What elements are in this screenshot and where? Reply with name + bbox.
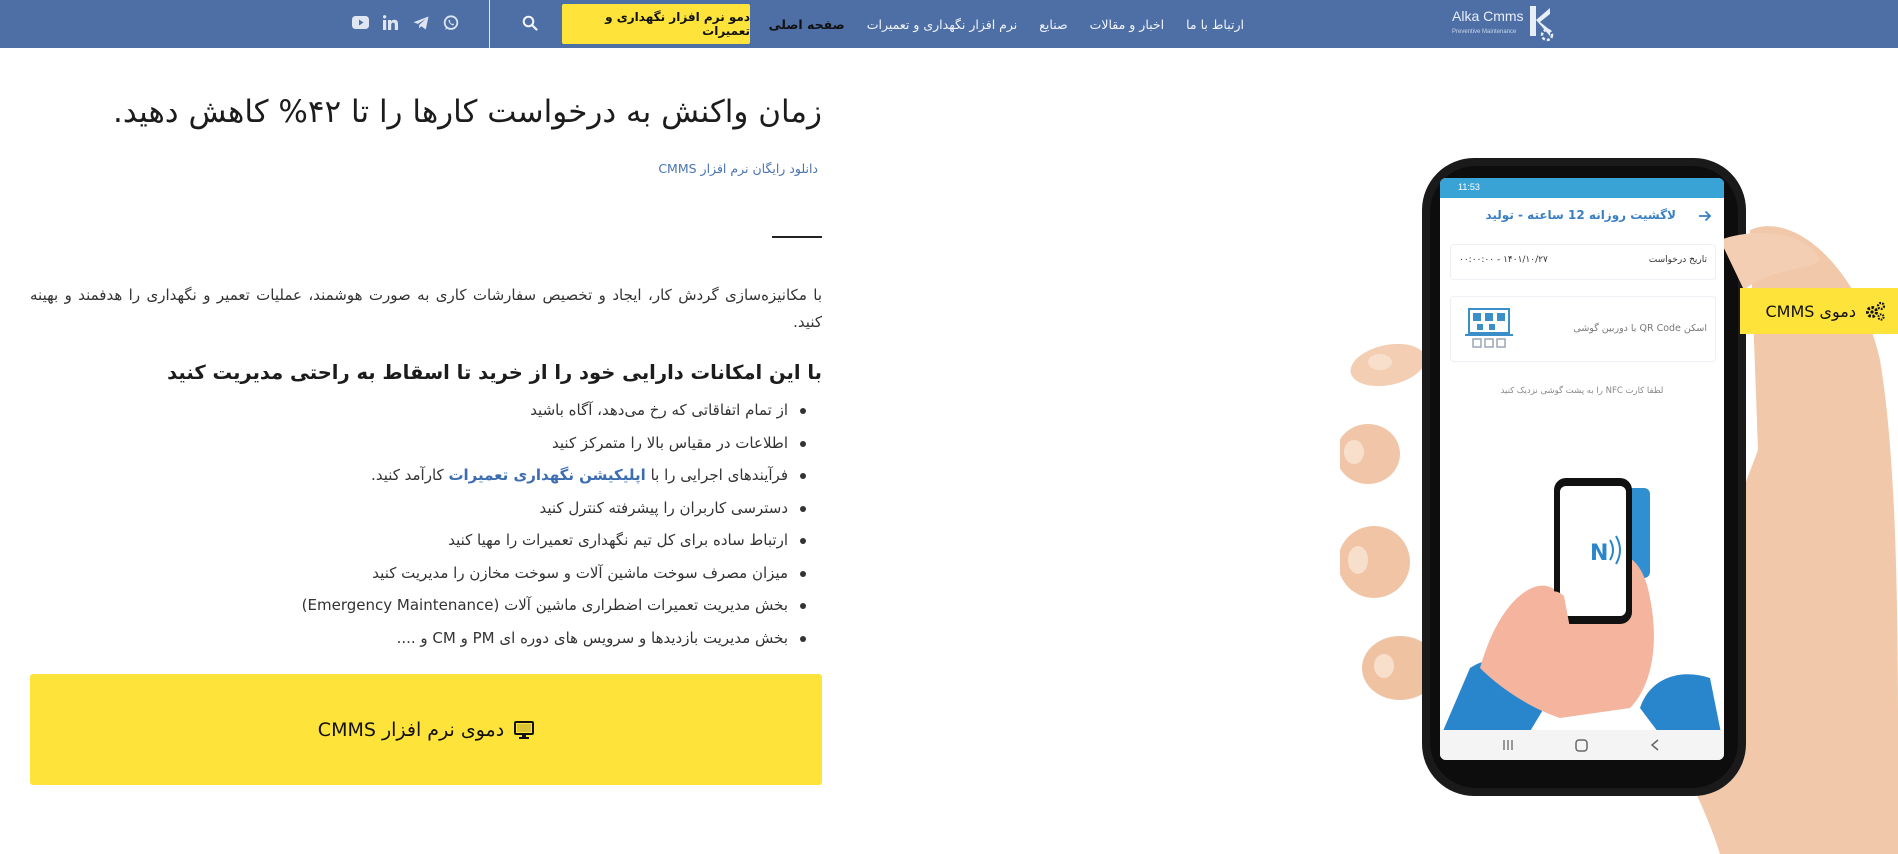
list-item: بخش مدیریت تعمیرات اضطراری ماشین آلات (Emergency Maintenance) <box>48 592 808 625</box>
list-item: ارتباط ساده برای کل تیم نگهداری تعمیرات را مهیا کنید <box>48 527 808 560</box>
social-links <box>352 14 459 31</box>
list-item-pre: فرآیندهای اجرایی را با <box>645 466 788 484</box>
features-title: با این امکانات دارایی خود را از خرید تا اسقاط به راحتی مدیریت کنید <box>167 361 822 384</box>
nav-item-news[interactable]: اخبار و مقالات <box>1089 16 1165 32</box>
qr-code-icon <box>1465 307 1513 351</box>
qr-scan-label: اسکن QR Code با دوربین گوشی <box>1573 323 1707 334</box>
telegram-icon[interactable] <box>412 14 429 31</box>
date-label: تاریخ درخواست <box>1648 255 1707 265</box>
list-item: از تمام اتفاقاتی که رخ می‌دهد، آگاه باشید <box>48 397 808 430</box>
nav-item-software[interactable]: نرم افزار نگهداری و تعمیرات <box>866 16 1018 32</box>
nav-item-industries[interactable]: صنایع <box>1039 16 1068 32</box>
site-logo[interactable] <box>1452 4 1556 44</box>
nav-item-contact[interactable]: ارتباط با ما <box>1186 16 1244 32</box>
phone-nav-buttons <box>1440 730 1724 760</box>
list-item <box>48 462 808 495</box>
search-icon[interactable] <box>522 15 538 31</box>
side-demo-label: دموی CMMS <box>1765 301 1856 321</box>
date-value: ۱۴۰۱/۱۰/۲۷ - ۰۰:۰۰:۰۰ <box>1459 255 1548 265</box>
whatsapp-icon[interactable] <box>442 14 459 31</box>
cta-label: دموی نرم افزار CMMS <box>317 718 505 741</box>
main-nav <box>769 0 1244 48</box>
nfc-hint: لطفا کارت NFC را به پشت گوشی نزدیک کنید <box>1500 386 1664 396</box>
list-item: دسترسی کاربران را پیشرفته کنترل کنید <box>48 495 808 528</box>
title-divider <box>772 236 822 238</box>
hero-title: زمان واکنش به درخواست کارها را تا ۴۲% کاهش دهید. <box>112 94 822 130</box>
list-item-post: کارآمد کنید. <box>371 466 449 484</box>
list-item: میزان مصرف سوخت ماشین آلات و سوخت مخازن را مدیریت کنید <box>48 560 808 593</box>
logo-subtitle: Preventive Maintenance <box>1452 29 1517 35</box>
intro-paragraph: با مکانیزه‌سازی گردش کار، ایجاد و تخصیص سفارشات کاری به صورت هوشمند، عملیات تعمیر و نگهداری را هدفمند و بهینه کنید. <box>30 286 822 331</box>
list-item: اطلاعات در مقیاس بالا را متمرکز کنید <box>48 430 808 463</box>
gears-icon <box>1864 301 1886 321</box>
nfc-hand-illustration <box>1440 478 1724 748</box>
cmms-demo-cta-button[interactable] <box>30 674 822 785</box>
svg-text:N: N <box>1590 541 1609 566</box>
nav-item-home[interactable]: صفحه اصلی <box>768 16 845 32</box>
qr-scan-card[interactable] <box>1450 296 1716 362</box>
status-time: 11:53 <box>1458 182 1480 192</box>
youtube-icon[interactable] <box>352 14 369 31</box>
phone-bottom-nav <box>1440 730 1724 760</box>
list-item: بخش مدیریت بازدیدها و سرویس های دوره ای PM و CM و .... <box>48 625 808 658</box>
top-navbar <box>0 0 1898 48</box>
download-link[interactable]: دانلود رایگان نرم افزار CMMS <box>658 161 818 176</box>
app-title: لاگشیت روزانه 12 ساعته - تولید <box>1485 208 1676 222</box>
monitor-icon <box>514 721 534 739</box>
linkedin-icon[interactable] <box>382 14 399 31</box>
date-card <box>1450 244 1716 280</box>
nav-divider <box>489 0 490 48</box>
nav-demo-button[interactable]: دمو نرم افزار نگهداری و تعمیرات <box>562 4 750 44</box>
maintenance-app-link[interactable]: اپلیکیشن نگهداری تعمیرات <box>448 466 646 484</box>
logo-text: Alka Cmms <box>1452 8 1524 24</box>
logo-mark-icon <box>1528 4 1554 42</box>
side-demo-tab[interactable] <box>1740 288 1898 334</box>
phone-screen <box>1440 178 1724 760</box>
phone-status-bar <box>1440 178 1724 198</box>
arrow-right-icon[interactable] <box>1698 210 1712 222</box>
feature-list <box>48 397 808 657</box>
